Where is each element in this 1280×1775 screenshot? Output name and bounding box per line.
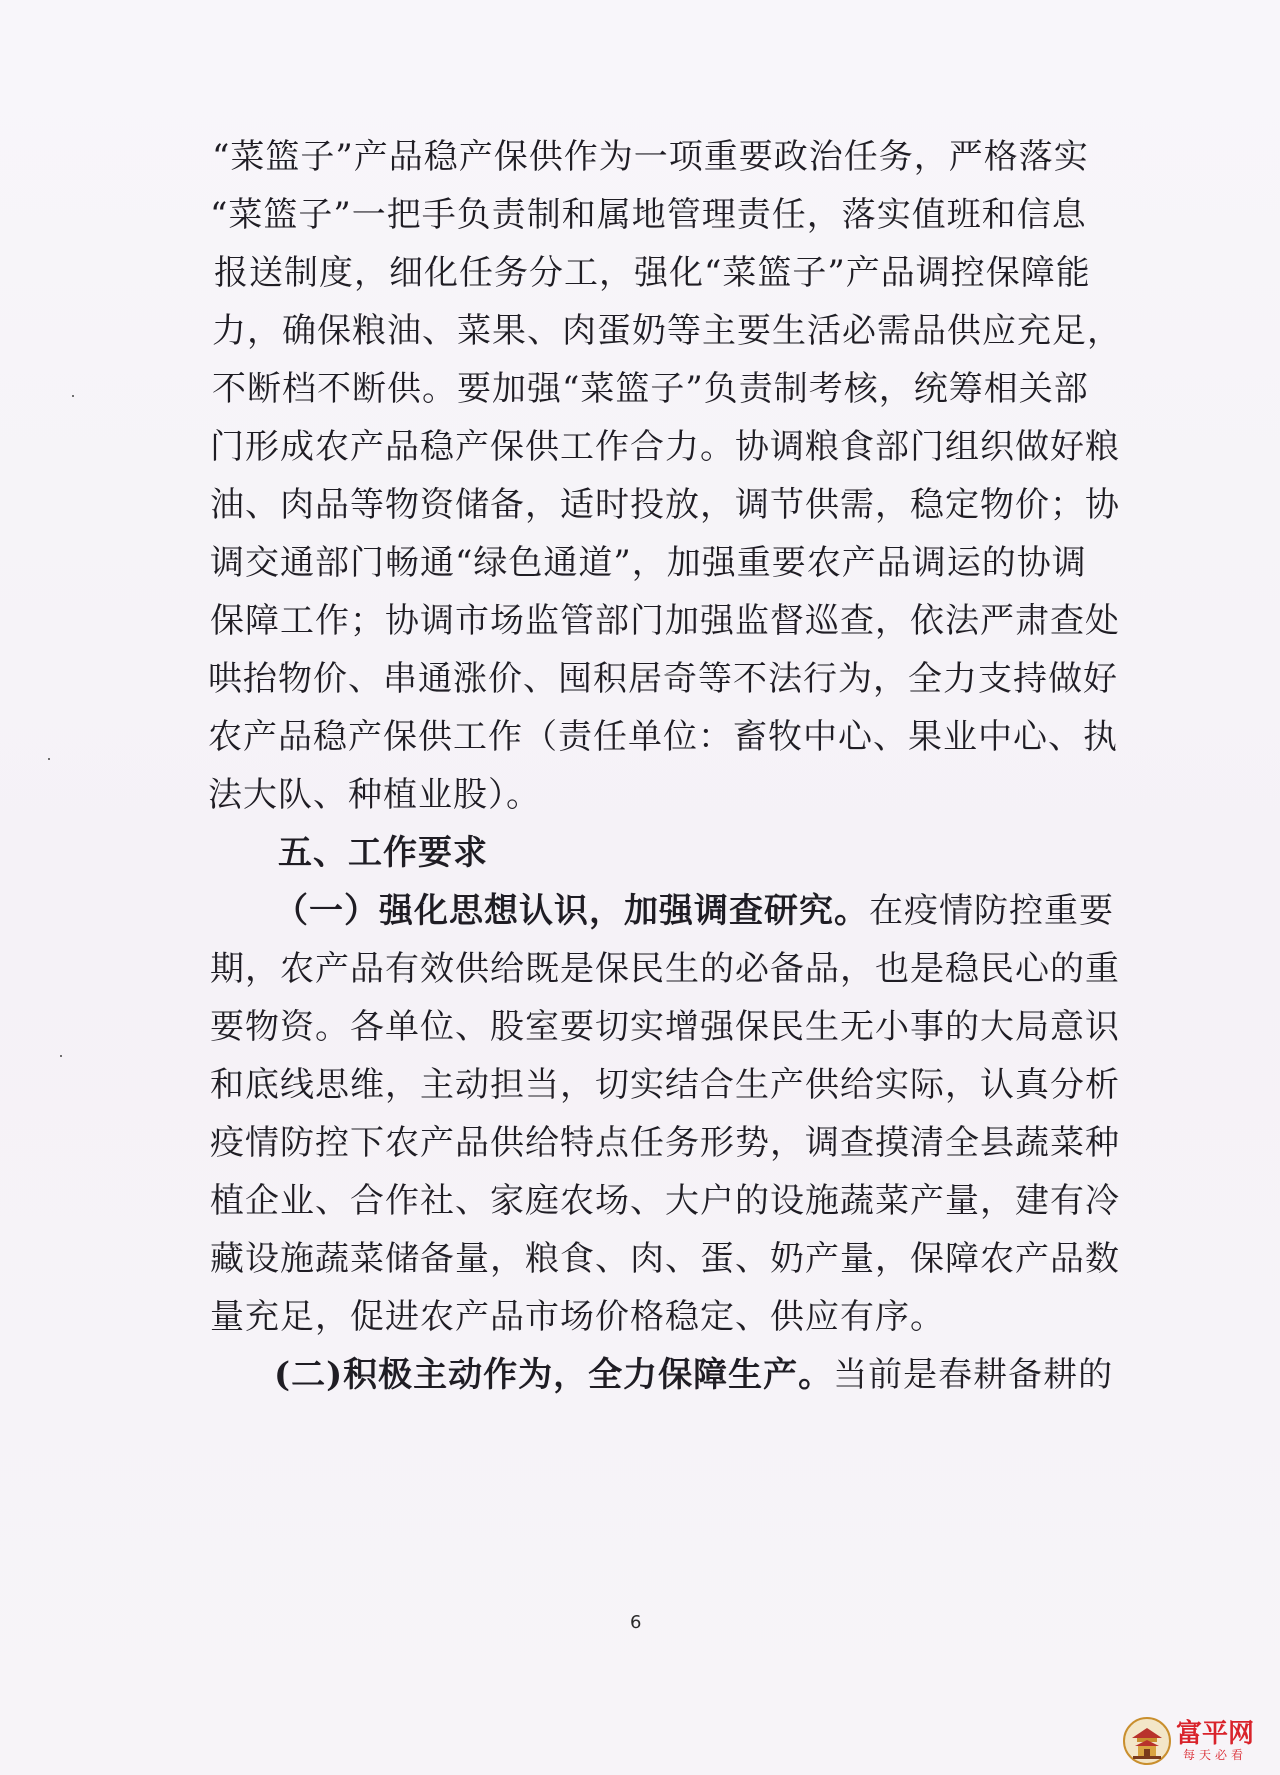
watermark-brand: 富平网 xyxy=(1176,1719,1255,1749)
page-number: 6 xyxy=(630,1612,642,1633)
subsection-1-first-rest: 在疫情防控重要 xyxy=(869,891,1114,931)
subsection-1-line-8: 量充足，促进农产品市场价格稳定、供应有序。 xyxy=(210,1297,945,1337)
body-line-5: 不断档不断供。要加强“菜篮子”负责制考核，统筹相关部 xyxy=(212,369,1089,409)
body-line-2: “菜篮子”一把手负责制和属地管理责任，落实值班和信息 xyxy=(210,195,1087,235)
body-line-6: 门形成农产品稳产保供工作合力。协调粮食部门组织做好粮 xyxy=(210,427,1120,467)
subsection-1-line-5: 疫情防控下农产品供给特点任务形势，调查摸清全县蔬菜种 xyxy=(210,1123,1120,1163)
body-line-3: 报送制度，细化任务分工，强化“菜篮子”产品调控保障能 xyxy=(214,253,1091,293)
pagoda-logo-icon xyxy=(1122,1716,1172,1766)
subsection-2-heading: (二)积极主动作为，全力保障生产。 xyxy=(274,1355,834,1395)
scan-speck xyxy=(60,1055,62,1057)
section-heading: 五、工作要求 xyxy=(278,833,488,873)
body-line-10: 哄抬物价、串通涨价、囤积居奇等不法行为，全力支持做好 xyxy=(208,659,1118,699)
subsection-1-line-4: 和底线思维，主动担当，切实结合生产供给实际，认真分析 xyxy=(210,1065,1120,1105)
body-line-7: 油、肉品等物资储备，适时投放，调节供需，稳定物价；协 xyxy=(210,485,1120,525)
subsection-1-line-2: 期，农产品有效供给既是保民生的必备品，也是稳民心的重 xyxy=(210,949,1120,989)
scan-speck xyxy=(72,395,74,397)
subsection-1-line-7: 藏设施蔬菜储备量，粮食、肉、蛋、奶产量，保障农产品数 xyxy=(210,1239,1120,1279)
body-line-4: 力，确保粮油、菜果、肉蛋奶等主要生活必需品供应充足， xyxy=(212,311,1122,351)
scan-speck xyxy=(48,758,50,760)
body-line-1: “菜篮子”产品稳产保供作为一项重要政治任务，严格落实 xyxy=(212,137,1089,177)
subsection-1-first-line xyxy=(274,891,1114,931)
body-line-8: 调交通部门畅通“绿色通道”，加强重要农产品调运的协调 xyxy=(210,543,1087,583)
subsection-1-line-3: 要物资。各单位、股室要切实增强保民生无小事的大局意识 xyxy=(210,1007,1120,1047)
watermark-slogan: 每天必看 xyxy=(1183,1748,1248,1762)
subsection-1-heading: （一）强化思想认识，加强调查研究。 xyxy=(274,891,869,931)
subsection-1-line-6: 植企业、合作社、家庭农场、大户的设施蔬菜产量，建有冷 xyxy=(210,1181,1120,1221)
body-line-11: 农产品稳产保供工作（责任单位：畜牧中心、果业中心、执 xyxy=(208,717,1118,757)
site-watermark[interactable] xyxy=(1122,1713,1272,1769)
body-line-12: 法大队、种植业股）。 xyxy=(208,775,541,815)
subsection-2-first-rest: 当前是春耕备耕的 xyxy=(833,1355,1114,1395)
subsection-2-first-line xyxy=(274,1355,1113,1395)
body-line-9: 保障工作；协调市场监管部门加强监督巡查，依法严肃查处 xyxy=(210,601,1120,641)
watermark-text xyxy=(1176,1720,1254,1762)
